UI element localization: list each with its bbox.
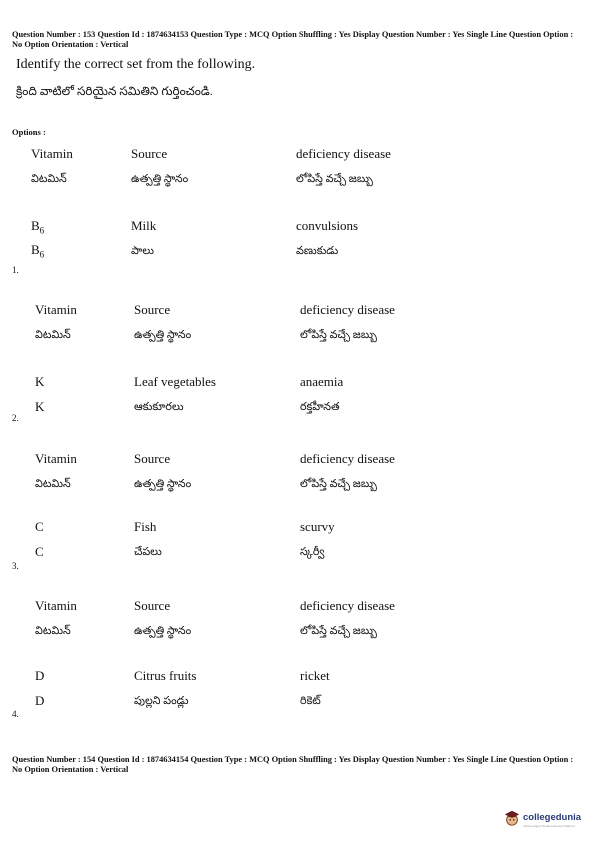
option-disease: ricket bbox=[300, 668, 330, 683]
graduate-mascot-icon bbox=[503, 809, 521, 827]
header-source-telugu: ఉత్పత్తి స్థానం bbox=[134, 478, 192, 490]
option-source: Milk bbox=[131, 218, 157, 233]
header-vitamin-telugu: విటమిన్ bbox=[35, 625, 71, 637]
option-vitamin-telugu: $B_6$ bbox=[31, 242, 45, 260]
option-disease-telugu: రికెట్ bbox=[300, 695, 321, 707]
header-disease: deficiency disease bbox=[300, 302, 395, 317]
question-text-telugu: క్రింది వాటిలో సరియైన సమితిని గుర్తించండి. bbox=[16, 84, 213, 98]
header-source: Source bbox=[134, 598, 171, 613]
option-vitamin: K bbox=[35, 374, 45, 389]
option-1[interactable] bbox=[0, 145, 595, 295]
option-source: Fish bbox=[134, 519, 157, 534]
option-vitamin-telugu: K bbox=[35, 399, 45, 414]
header-disease-telugu: లోపిస్తే వచ్చే జబ్బు bbox=[300, 478, 377, 490]
header-disease-telugu: లోపిస్తే వచ్చే జబ్బు bbox=[300, 329, 377, 341]
option-disease-telugu: వణుకుడు bbox=[296, 245, 339, 257]
option-number: 1. bbox=[12, 265, 19, 275]
option-vitamin: D bbox=[35, 668, 45, 683]
question-text-english: Identify the correct set from the following. bbox=[16, 57, 256, 72]
option-vitamin: C bbox=[35, 519, 44, 534]
options-label: Options : bbox=[12, 127, 46, 137]
header-source-telugu: ఉత్పత్తి స్థానం bbox=[131, 173, 189, 185]
option-number: 4. bbox=[12, 709, 19, 719]
logo-tagline: India's largest Student Review Platform bbox=[523, 824, 576, 828]
option-4[interactable] bbox=[0, 597, 595, 747]
option-disease: anaemia bbox=[300, 374, 344, 389]
option-vitamin: $B_6$ bbox=[31, 218, 45, 236]
header-disease-telugu: లోపిస్తే వచ్చే జబ్బు bbox=[300, 625, 377, 637]
option-source: Leaf vegetables bbox=[134, 374, 216, 389]
option-number: 2. bbox=[12, 413, 19, 423]
question-153-header: Question Number : 153 Question Id : 1874634153 Question Type : MCQ Option Shuffling : Yes Display Question Number : Yes Single Line Question Option : No Option Orientation : Vertical bbox=[12, 30, 574, 49]
option-vitamin-telugu: C bbox=[35, 544, 44, 559]
option-vitamin-telugu: D bbox=[35, 693, 45, 708]
header-vitamin: Vitamin bbox=[35, 451, 77, 466]
header-source-telugu: ఉత్పత్తి స్థానం bbox=[134, 625, 192, 637]
option-source-telugu: చేపలు bbox=[134, 546, 162, 558]
question-154-header: Question Number : 154 Question Id : 1874634154 Question Type : MCQ Option Shuffling : Yes Display Question Number : Yes Single Line Question Option : No Option Orientation : Vertical bbox=[12, 755, 574, 774]
header-disease-telugu: లోపిస్తే వచ్చే జబ్బు bbox=[296, 173, 373, 185]
option-disease: scurvy bbox=[300, 519, 335, 534]
header-source: Source bbox=[131, 146, 168, 161]
option-disease-telugu: రక్తహీనత bbox=[300, 401, 340, 413]
header-source-telugu: ఉత్పత్తి స్థానం bbox=[134, 329, 192, 341]
option-disease: convulsions bbox=[296, 218, 359, 233]
header-source: Source bbox=[134, 451, 171, 466]
header-vitamin: Vitamin bbox=[35, 302, 77, 317]
header-disease: deficiency disease bbox=[300, 598, 395, 613]
header-disease: deficiency disease bbox=[300, 451, 395, 466]
option-3[interactable] bbox=[0, 450, 595, 600]
header-vitamin: Vitamin bbox=[31, 146, 73, 161]
collegedunia-logo bbox=[503, 805, 593, 837]
logo-name: collegedunia bbox=[523, 812, 582, 823]
option-source: Citrus fruits bbox=[134, 668, 197, 683]
option-disease-telugu: స్కర్వీ bbox=[300, 546, 325, 558]
option-source-telugu: ఆకుకూరలు bbox=[134, 401, 184, 413]
header-vitamin-telugu: విటమిన్ bbox=[31, 173, 67, 185]
header-disease: deficiency disease bbox=[296, 146, 391, 161]
header-vitamin-telugu: విటమిన్ bbox=[35, 329, 71, 341]
option-number: 3. bbox=[12, 561, 19, 571]
header-vitamin-telugu: విటమిన్ bbox=[35, 478, 71, 490]
option-source-telugu: పాలు bbox=[131, 245, 154, 257]
option-2[interactable] bbox=[0, 301, 595, 451]
option-source-telugu: పుల్లని పండ్లు bbox=[134, 695, 189, 707]
header-source: Source bbox=[134, 302, 171, 317]
header-vitamin: Vitamin bbox=[35, 598, 77, 613]
